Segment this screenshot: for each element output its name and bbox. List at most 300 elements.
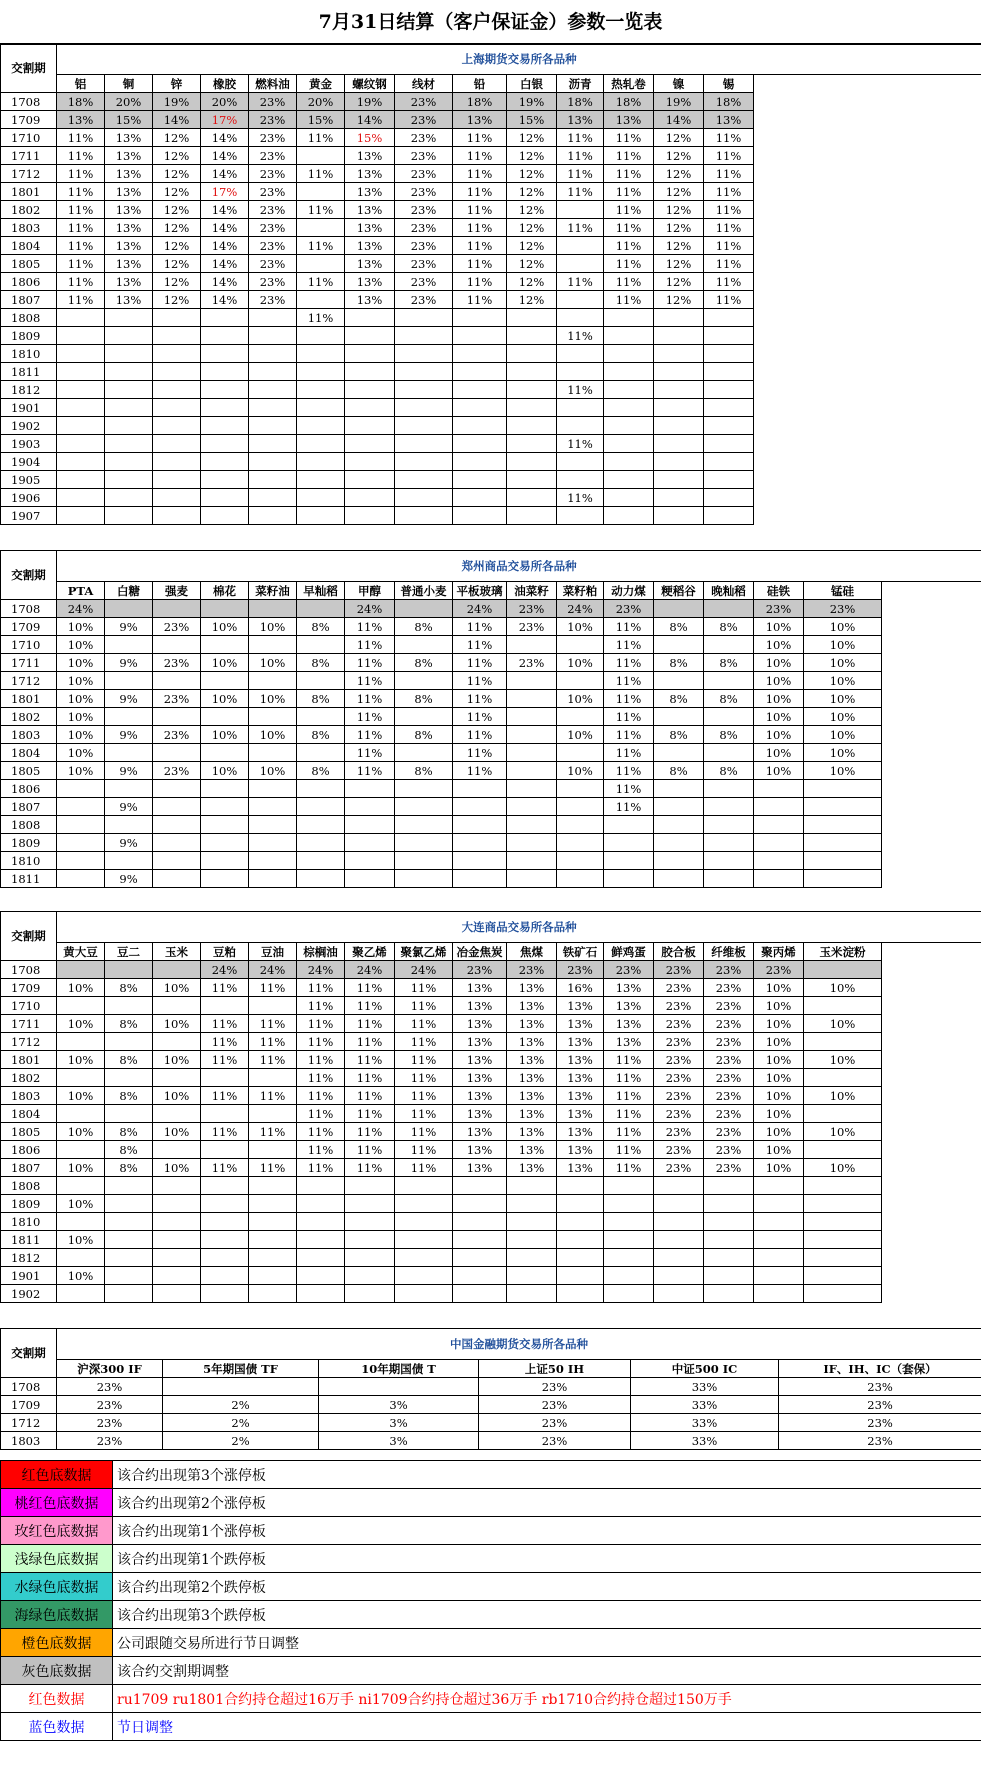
column-header: 菜籽油	[249, 582, 297, 600]
period-cell: 1710	[1, 636, 57, 654]
value-cell	[153, 1105, 201, 1123]
value-cell: 11%	[604, 726, 654, 744]
blank-cell	[754, 399, 981, 417]
value-cell: 8%	[297, 762, 345, 780]
value-cell: 13%	[345, 273, 395, 291]
value-cell: 23%	[654, 961, 704, 979]
value-cell	[704, 345, 754, 363]
table-row	[1, 1105, 981, 1123]
value-cell	[57, 453, 105, 471]
column-header: 上证50 IH	[479, 1360, 631, 1378]
value-cell: 11%	[604, 1087, 654, 1105]
value-cell	[654, 1285, 704, 1303]
table-row	[1, 1087, 981, 1105]
page-title: 7月31日结算（客户保证金）参数一览表	[0, 0, 981, 45]
value-cell: 12%	[654, 129, 704, 147]
blank-cell	[754, 309, 981, 327]
value-cell	[453, 345, 507, 363]
value-cell	[57, 489, 105, 507]
value-cell: 13%	[604, 997, 654, 1015]
value-cell	[557, 852, 604, 870]
value-cell	[105, 507, 153, 525]
value-cell	[395, 1177, 453, 1195]
value-cell: 23%	[479, 1432, 631, 1450]
table-row	[1, 183, 981, 201]
table-row	[1, 708, 981, 726]
value-cell	[453, 780, 507, 798]
table-row	[1, 219, 981, 237]
value-cell: 11%	[201, 1015, 249, 1033]
value-cell: 23%	[704, 1015, 754, 1033]
value-cell	[249, 381, 297, 399]
column-header: 聚氯乙烯	[395, 943, 453, 961]
table-row	[1, 147, 981, 165]
value-cell: 10%	[804, 636, 882, 654]
value-cell: 13%	[345, 255, 395, 273]
value-cell	[557, 345, 604, 363]
value-cell	[704, 672, 754, 690]
value-cell: 11%	[453, 762, 507, 780]
value-cell	[153, 399, 201, 417]
value-cell: 11%	[557, 147, 604, 165]
value-cell	[654, 600, 704, 618]
value-cell	[57, 1285, 105, 1303]
value-cell: 12%	[153, 291, 201, 309]
value-cell: 23%	[479, 1396, 631, 1414]
column-header: 胶合板	[654, 943, 704, 961]
value-cell	[604, 1267, 654, 1285]
value-cell: 13%	[604, 1015, 654, 1033]
value-cell	[57, 870, 105, 888]
value-cell: 11%	[345, 979, 395, 997]
value-cell: 11%	[604, 798, 654, 816]
value-cell: 11%	[604, 273, 654, 291]
legend-description: 该合约出现第1个涨停板	[113, 1517, 981, 1545]
value-cell: 23%	[654, 1141, 704, 1159]
value-cell: 23%	[704, 979, 754, 997]
value-cell	[105, 600, 153, 618]
value-cell	[297, 399, 345, 417]
column-header: 动力煤	[604, 582, 654, 600]
value-cell: 13%	[507, 1123, 557, 1141]
value-cell	[201, 1213, 249, 1231]
value-cell: 23%	[249, 147, 297, 165]
value-cell	[654, 852, 704, 870]
value-cell: 23%	[507, 654, 557, 672]
value-cell: 23%	[604, 961, 654, 979]
value-cell	[249, 1267, 297, 1285]
column-header: 沥青	[557, 75, 604, 93]
value-cell: 23%	[704, 1159, 754, 1177]
column-header: 棕榈油	[297, 943, 345, 961]
value-cell: 17%	[201, 183, 249, 201]
period-cell: 1711	[1, 1015, 57, 1033]
period-cell: 1709	[1, 979, 57, 997]
value-cell	[395, 507, 453, 525]
value-cell	[395, 600, 453, 618]
value-cell: 13%	[507, 979, 557, 997]
blank-cell	[754, 291, 981, 309]
cffex-table	[0, 1328, 981, 1450]
value-cell: 11%	[453, 165, 507, 183]
column-header: 普通小麦	[395, 582, 453, 600]
legend-key: 浅绿色底数据	[1, 1545, 113, 1573]
value-cell	[704, 1177, 754, 1195]
value-cell: 12%	[153, 147, 201, 165]
value-cell	[201, 672, 249, 690]
value-cell	[704, 1213, 754, 1231]
legend-key: 橙色底数据	[1, 1629, 113, 1657]
value-cell: 12%	[507, 201, 557, 219]
value-cell: 13%	[507, 1087, 557, 1105]
value-cell: 10%	[804, 744, 882, 762]
table-row	[1, 291, 981, 309]
value-cell: 11%	[604, 201, 654, 219]
value-cell: 10%	[201, 654, 249, 672]
color-legend	[0, 1460, 981, 1741]
value-cell	[153, 961, 201, 979]
period-cell: 1809	[1, 834, 57, 852]
value-cell: 13%	[105, 255, 153, 273]
period-cell: 1802	[1, 1069, 57, 1087]
value-cell: 13%	[105, 165, 153, 183]
value-cell	[557, 708, 604, 726]
value-cell	[604, 1231, 654, 1249]
value-cell: 11%	[395, 1105, 453, 1123]
table-row	[1, 834, 981, 852]
value-cell: 23%	[395, 111, 453, 129]
value-cell: 11%	[297, 979, 345, 997]
value-cell	[453, 1213, 507, 1231]
value-cell	[395, 780, 453, 798]
value-cell: 2%	[163, 1414, 319, 1432]
value-cell	[804, 1105, 882, 1123]
value-cell: 23%	[654, 1015, 704, 1033]
value-cell	[297, 1195, 345, 1213]
column-header: 沪深300 IF	[57, 1360, 163, 1378]
value-cell: 11%	[453, 726, 507, 744]
period-cell: 1805	[1, 762, 57, 780]
value-cell	[604, 399, 654, 417]
value-cell: 13%	[557, 1123, 604, 1141]
value-cell: 8%	[297, 726, 345, 744]
value-cell	[201, 798, 249, 816]
value-cell	[507, 345, 557, 363]
value-cell	[249, 798, 297, 816]
value-cell	[297, 708, 345, 726]
legend-row	[1, 1517, 981, 1545]
table-row	[1, 762, 981, 780]
value-cell	[395, 852, 453, 870]
value-cell	[345, 1177, 395, 1195]
table-row	[1, 1069, 981, 1087]
value-cell: 23%	[654, 997, 704, 1015]
value-cell: 13%	[604, 111, 654, 129]
value-cell: 11%	[557, 489, 604, 507]
value-cell	[704, 708, 754, 726]
value-cell: 12%	[153, 255, 201, 273]
value-cell: 11%	[557, 435, 604, 453]
value-cell: 11%	[395, 1069, 453, 1087]
value-cell	[654, 417, 704, 435]
value-cell: 11%	[453, 273, 507, 291]
period-cell: 1807	[1, 291, 57, 309]
value-cell	[345, 852, 395, 870]
column-header: 晚籼稻	[704, 582, 754, 600]
value-cell	[345, 399, 395, 417]
value-cell: 11%	[453, 672, 507, 690]
value-cell	[345, 435, 395, 453]
value-cell: 11%	[453, 744, 507, 762]
value-cell: 8%	[395, 762, 453, 780]
table-row	[1, 345, 981, 363]
column-header: 油菜籽	[507, 582, 557, 600]
value-cell: 33%	[631, 1432, 779, 1450]
column-header: 线材	[395, 75, 453, 93]
value-cell: 23%	[507, 600, 557, 618]
value-cell: 11%	[345, 1159, 395, 1177]
value-cell: 11%	[395, 1015, 453, 1033]
value-cell	[345, 1213, 395, 1231]
value-cell: 11%	[345, 1033, 395, 1051]
value-cell: 12%	[507, 291, 557, 309]
value-cell	[507, 780, 557, 798]
value-cell: 12%	[153, 201, 201, 219]
value-cell	[395, 381, 453, 399]
table-row	[1, 201, 981, 219]
value-cell: 13%	[105, 129, 153, 147]
value-cell	[57, 399, 105, 417]
value-cell: 11%	[297, 129, 345, 147]
value-cell: 23%	[395, 183, 453, 201]
value-cell	[654, 471, 704, 489]
column-header: 铜	[105, 75, 153, 93]
value-cell: 23%	[654, 1087, 704, 1105]
value-cell	[297, 453, 345, 471]
blank-cell	[882, 834, 981, 852]
table-row	[1, 1267, 981, 1285]
value-cell	[654, 309, 704, 327]
value-cell: 11%	[297, 997, 345, 1015]
legend-row	[1, 1685, 981, 1713]
period-cell: 1811	[1, 870, 57, 888]
value-cell: 11%	[201, 1051, 249, 1069]
value-cell: 12%	[507, 219, 557, 237]
value-cell: 33%	[631, 1378, 779, 1396]
value-cell	[153, 327, 201, 345]
blank-cell	[882, 997, 981, 1015]
value-cell: 12%	[507, 183, 557, 201]
value-cell	[105, 672, 153, 690]
value-cell: 11%	[604, 1123, 654, 1141]
value-cell	[804, 798, 882, 816]
value-cell: 20%	[105, 93, 153, 111]
value-cell	[395, 798, 453, 816]
value-cell: 11%	[345, 636, 395, 654]
value-cell: 10%	[754, 1159, 804, 1177]
value-cell: 13%	[507, 1141, 557, 1159]
value-cell	[704, 600, 754, 618]
column-header: 硅铁	[754, 582, 804, 600]
legend-row	[1, 1461, 981, 1489]
period-cell: 1806	[1, 273, 57, 291]
blank-cell	[754, 327, 981, 345]
value-cell	[804, 870, 882, 888]
value-cell: 11%	[704, 273, 754, 291]
value-cell: 11%	[395, 1087, 453, 1105]
column-header: 粳稻谷	[654, 582, 704, 600]
period-cell: 1806	[1, 780, 57, 798]
table-row	[1, 798, 981, 816]
legend-description: 该合约出现第3个涨停板	[113, 1461, 981, 1489]
value-cell: 23%	[654, 979, 704, 997]
value-cell	[297, 834, 345, 852]
value-cell	[249, 327, 297, 345]
value-cell	[453, 852, 507, 870]
column-header: 燃料油	[249, 75, 297, 93]
value-cell	[249, 1231, 297, 1249]
value-cell	[395, 636, 453, 654]
value-cell	[345, 1285, 395, 1303]
value-cell: 10%	[57, 1159, 105, 1177]
value-cell: 11%	[57, 201, 105, 219]
value-cell	[153, 1213, 201, 1231]
value-cell	[105, 708, 153, 726]
value-cell	[297, 381, 345, 399]
period-cell: 1907	[1, 507, 57, 525]
period-header: 交割期	[1, 551, 57, 600]
blank-cell	[754, 255, 981, 273]
value-cell	[557, 1267, 604, 1285]
value-cell	[57, 1141, 105, 1159]
blank-cell	[754, 147, 981, 165]
value-cell	[654, 1249, 704, 1267]
value-cell: 10%	[754, 979, 804, 997]
table-row	[1, 1285, 981, 1303]
value-cell	[249, 363, 297, 381]
column-header: 豆粕	[201, 943, 249, 961]
value-cell	[105, 363, 153, 381]
value-cell: 23%	[395, 255, 453, 273]
blank-cell	[882, 582, 981, 600]
column-header: 甲醇	[345, 582, 395, 600]
value-cell	[201, 1069, 249, 1087]
table-row	[1, 618, 981, 636]
blank-cell	[882, 1195, 981, 1213]
shfe-table	[0, 43, 981, 525]
value-cell	[507, 816, 557, 834]
value-cell: 11%	[604, 780, 654, 798]
column-header: 强麦	[153, 582, 201, 600]
value-cell	[57, 435, 105, 453]
value-cell	[604, 471, 654, 489]
value-cell	[754, 834, 804, 852]
value-cell	[395, 1231, 453, 1249]
value-cell	[395, 1285, 453, 1303]
value-cell: 23%	[779, 1378, 981, 1396]
value-cell	[57, 1105, 105, 1123]
column-header-row	[1, 943, 981, 961]
column-header: 螺纹钢	[345, 75, 395, 93]
value-cell: 11%	[249, 1051, 297, 1069]
period-cell: 1808	[1, 309, 57, 327]
legend-description: 该合约出现第3个跌停板	[113, 1601, 981, 1629]
value-cell	[297, 435, 345, 453]
value-cell: 10%	[153, 1123, 201, 1141]
value-cell	[754, 1213, 804, 1231]
legend-row	[1, 1489, 981, 1517]
section-title: 大连商品交易所各品种	[57, 912, 981, 943]
blank-cell	[754, 453, 981, 471]
table-row	[1, 1159, 981, 1177]
value-cell: 10%	[57, 672, 105, 690]
value-cell: 11%	[604, 183, 654, 201]
value-cell: 11%	[704, 237, 754, 255]
value-cell	[153, 997, 201, 1015]
period-cell: 1709	[1, 618, 57, 636]
value-cell	[153, 852, 201, 870]
value-cell	[604, 507, 654, 525]
value-cell: 11%	[297, 237, 345, 255]
value-cell: 10%	[57, 1087, 105, 1105]
value-cell: 8%	[395, 618, 453, 636]
value-cell	[153, 672, 201, 690]
value-cell	[754, 816, 804, 834]
value-cell	[153, 471, 201, 489]
value-cell: 23%	[153, 690, 201, 708]
value-cell: 15%	[105, 111, 153, 129]
value-cell: 13%	[453, 1105, 507, 1123]
value-cell: 8%	[105, 1087, 153, 1105]
value-cell	[297, 1267, 345, 1285]
value-cell	[57, 1033, 105, 1051]
blank-cell	[882, 1285, 981, 1303]
value-cell	[249, 1195, 297, 1213]
value-cell: 10%	[754, 672, 804, 690]
value-cell: 24%	[249, 961, 297, 979]
value-cell: 8%	[654, 618, 704, 636]
value-cell	[453, 453, 507, 471]
period-cell: 1808	[1, 816, 57, 834]
value-cell	[395, 744, 453, 762]
value-cell	[507, 1213, 557, 1231]
value-cell: 10%	[57, 636, 105, 654]
value-cell	[507, 399, 557, 417]
value-cell	[153, 1141, 201, 1159]
value-cell: 10%	[57, 1267, 105, 1285]
value-cell: 11%	[604, 744, 654, 762]
blank-cell	[882, 1249, 981, 1267]
value-cell	[804, 1285, 882, 1303]
blank-cell	[754, 417, 981, 435]
value-cell	[704, 1267, 754, 1285]
blank-cell	[754, 435, 981, 453]
period-cell: 1804	[1, 744, 57, 762]
value-cell	[57, 852, 105, 870]
value-cell	[201, 600, 249, 618]
value-cell: 23%	[654, 1159, 704, 1177]
value-cell: 8%	[105, 979, 153, 997]
value-cell: 2%	[163, 1396, 319, 1414]
value-cell: 13%	[557, 1141, 604, 1159]
value-cell	[153, 1069, 201, 1087]
value-cell	[201, 399, 249, 417]
value-cell: 13%	[453, 1087, 507, 1105]
table-row	[1, 780, 981, 798]
value-cell: 11%	[557, 129, 604, 147]
value-cell: 13%	[507, 1105, 557, 1123]
value-cell	[249, 636, 297, 654]
